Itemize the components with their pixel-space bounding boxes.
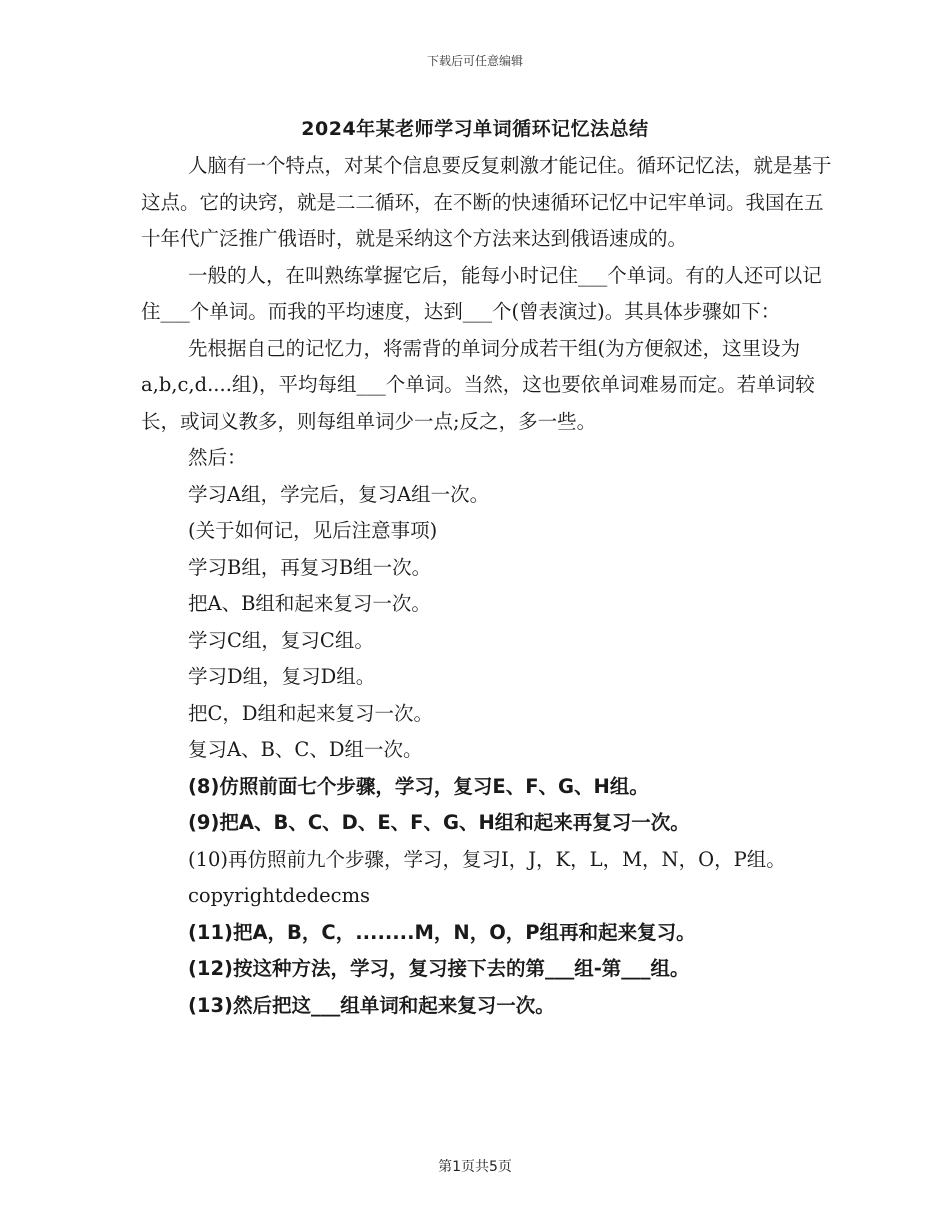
- step-12: (12)按这种方法，学习，复习接下去的第___组-第___组。: [188, 957, 690, 980]
- step-13: (13)然后把这___组单词和起来复习一次。: [188, 993, 555, 1017]
- paragraph-intro: 人脑有一个特点，对某个信息要反复刺激才能记住。循环记忆法，就是基于这点。它的诀窍，就是二二循环，在不断的快速循环记忆中记牢单词。我国在五十年代广泛推广俄语时，就是采纳这个方法来达到俄语速成的。: [141, 154, 832, 250]
- document-body: [141, 148, 841, 1024]
- step-learn-a: 学习A组，学完后，复习A组一次。: [188, 482, 490, 506]
- step-note: (关于如何记，见后注意事项): [188, 519, 438, 542]
- step-learn-c: 学习C组，复习C组。: [188, 628, 374, 652]
- step-review-cd: 把C，D组和起来复习一次。: [188, 701, 434, 725]
- copyright-text: copyrightdedecms: [188, 884, 371, 907]
- document-title: 2024年某老师学习单词循环记忆法总结: [301, 118, 649, 140]
- step-8: (8)仿照前面七个步骤，学习，复习E、F、G、H组。: [188, 774, 649, 798]
- step-learn-b: 学习B组，再复习B组一次。: [188, 555, 432, 579]
- step-10: (10)再仿照前九个步骤，学习，复习I，J，K，L，M，N，O，P组。: [188, 847, 786, 871]
- step-learn-d: 学习D组，复习D组。: [188, 665, 376, 688]
- paragraph-speed: 一般的人，在叫熟练掌握它后，能每小时记住___个单词。有的人还可以记住___个单词。而我的平均速度，达到___个(曾表演过)。其具体步骤如下：: [141, 263, 822, 323]
- step-9: (9)把A、B、C、D、E、F、G、H组和起来再复习一次。: [188, 811, 690, 834]
- step-review-ab: 把A、B组和起来复习一次。: [188, 592, 431, 615]
- page-header-note: 下载后可任意编辑: [426, 54, 523, 68]
- page-number: 第1页共5页: [438, 1159, 512, 1175]
- paragraph-grouping: 先根据自己的记忆力，将需背的单词分成若干组(为方便叙述，这里设为a,b,c,d....组)，平均每组___个单词。当然，这也要依单词难易而定。若单词较长，或词义教多，则每组单词少一点;反之，多一些。: [141, 336, 815, 433]
- step-then: 然后：: [188, 446, 247, 469]
- step-11: (11)把A，B，C，........M，N，O，P组再和起来复习。: [188, 920, 696, 944]
- step-review-abcd: 复习A、B、C、D组一次。: [188, 738, 423, 761]
